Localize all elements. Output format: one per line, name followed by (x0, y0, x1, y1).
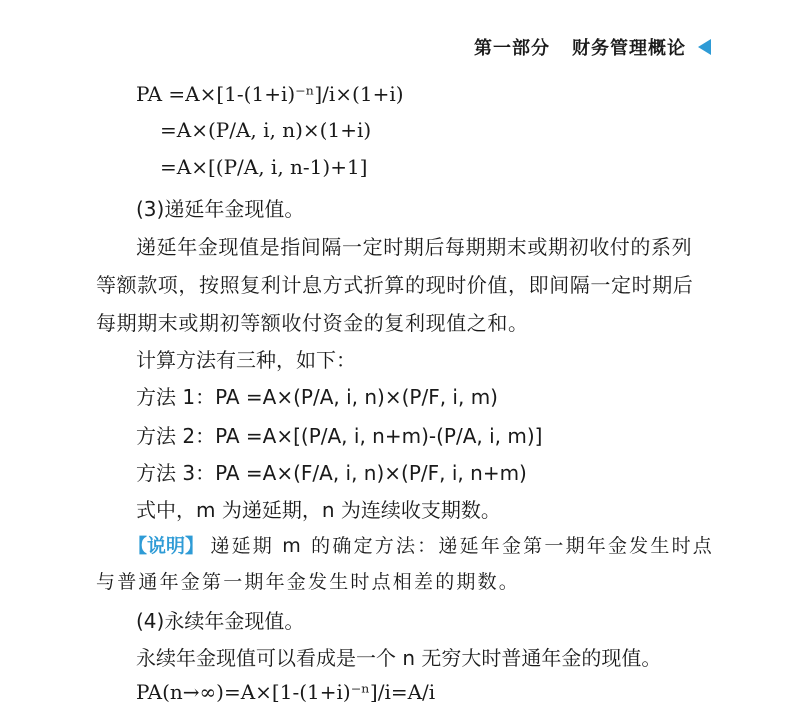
paragraph-2: 永续年金现值可以看成是一个 n 无穷大时普通年金的现值。 (136, 646, 662, 670)
header-chapter: 财务管理概论 (572, 38, 686, 59)
formula-line-1: PA =A×[1-(1+i)⁻ⁿ]/i×(1+i) (136, 82, 404, 106)
note-line-1: 递延期 m 的确定方法：递延年金第一期年金发生时点 (210, 535, 714, 557)
paragraph-line: 递延年金现值是指间隔一定时期后每期期末或期初收付的系列 (136, 235, 693, 259)
method-2: 方法 2：PA =A×[(P/A, i, n+m)-(P/A, i, m)] (136, 424, 543, 448)
where-text: 式中，m 为递延期，n 为连续收支期数。 (136, 498, 501, 522)
paragraph-line: 等额款项，按照复利计息方式折算的现时价值，即间隔一定时期后 (96, 273, 694, 297)
triangle-marker-icon (698, 39, 711, 55)
note-block (128, 531, 714, 558)
header-part: 第一部分 (474, 38, 550, 59)
formula-line-3: =A×[(P/A, i, n-1)+1] (160, 155, 368, 179)
method-1: 方法 1：PA =A×(P/A, i, n)×(P/F, i, m) (136, 385, 498, 409)
section-4-title: (4)永续年金现值。 (136, 609, 305, 633)
formula-line-2: =A×(P/A, i, n)×(1+i) (160, 118, 372, 142)
paragraph-line: 每期期末或期初等额收付资金的复利现值之和。 (96, 311, 529, 335)
section-3-title: (3)递延年金现值。 (136, 197, 305, 221)
note-line-2: 与普通年金第一期年金发生时点相差的期数。 (96, 571, 521, 593)
formula-last: PA(n→∞)=A×[1-(1+i)⁻ⁿ]/i=A/i (136, 680, 436, 704)
running-header (474, 34, 711, 60)
note-tag: 【说明】 (128, 535, 205, 557)
methods-intro: 计算方法有三种，如下： (136, 348, 356, 372)
method-3: 方法 3：PA =A×(F/A, i, n)×(P/F, i, n+m) (136, 461, 527, 485)
